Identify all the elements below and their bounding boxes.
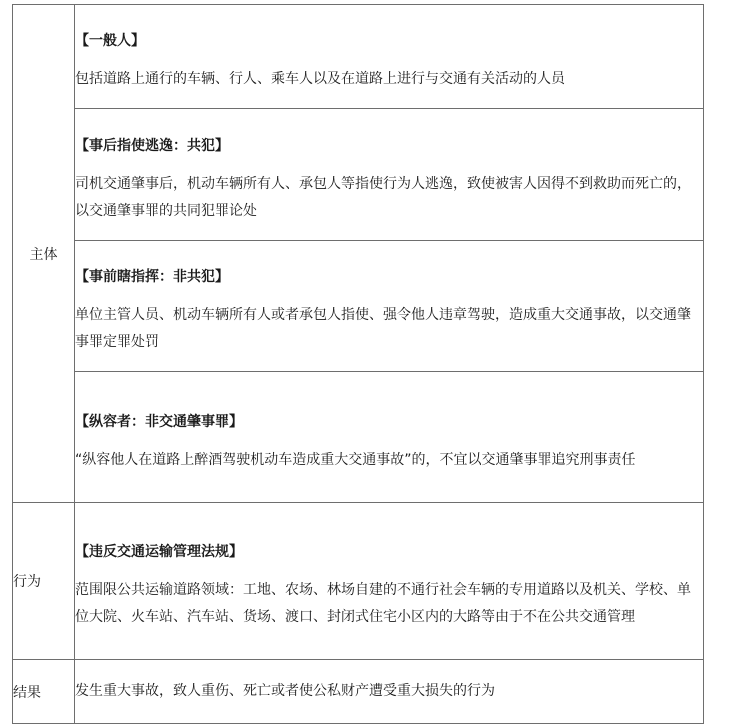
subject-cell-general xyxy=(75,5,704,109)
section-heading: 【纵容者：非交通肇事罪】 xyxy=(75,413,243,430)
section-heading: 【事后指使逃逸：共犯】 xyxy=(75,137,229,154)
section-text: “纵容他人在道路上醉酒驾驶机动车造成重大交通事故”的，不宜以交通肇事罪追究刑事责任 xyxy=(75,451,636,468)
table-row xyxy=(13,109,704,241)
conduct-label: 行为 xyxy=(13,503,75,660)
section-heading: 【事前瞎指挥：非共犯】 xyxy=(75,269,229,285)
section-heading: 【违反交通运输管理法规】 xyxy=(75,544,243,560)
subject-cell-connivance xyxy=(75,372,704,503)
conduct-cell xyxy=(75,503,704,660)
section-text: 范围限公共运输道路领域：工地、农场、林场自建的不通行社会车辆的专用道路以及机关、学校、单位大院、火车站、汽车站、货场、渡口、封闭式住宅小区内的大路等由于不在公共交通管理 xyxy=(75,582,691,625)
table-row xyxy=(13,5,704,109)
section-text: 司机交通肇事后，机动车辆所有人、承包人等指使行为人逃逸，致使被害人因得不到救助而死亡的，以交通肇事罪的共同犯罪论处 xyxy=(75,175,691,219)
section-heading: 【一般人】 xyxy=(75,33,145,49)
subject-cell-instigate-escape xyxy=(75,109,704,241)
subject-cell-prior-command xyxy=(75,241,704,372)
result-cell xyxy=(75,660,704,724)
section-text: 单位主管人员、机动车辆所有人或者承包人指使、强令他人违章驾驶，造成重大交通事故，以交通肇事罪定罪处罚 xyxy=(75,307,691,350)
crime-elements-table xyxy=(12,4,704,724)
table-row xyxy=(13,503,704,660)
table-row xyxy=(13,372,704,503)
section-text: 包括道路上通行的车辆、行人、乘车人以及在道路上进行与交通有关活动的人员 xyxy=(75,71,565,87)
table-row xyxy=(13,241,704,372)
section-text: 发生重大事故，致人重伤、死亡或者使公私财产遭受重大损失的行为 xyxy=(75,683,495,699)
result-label: 结果 xyxy=(13,660,75,724)
table-row xyxy=(13,660,704,724)
subject-label: 主体 xyxy=(13,5,75,503)
